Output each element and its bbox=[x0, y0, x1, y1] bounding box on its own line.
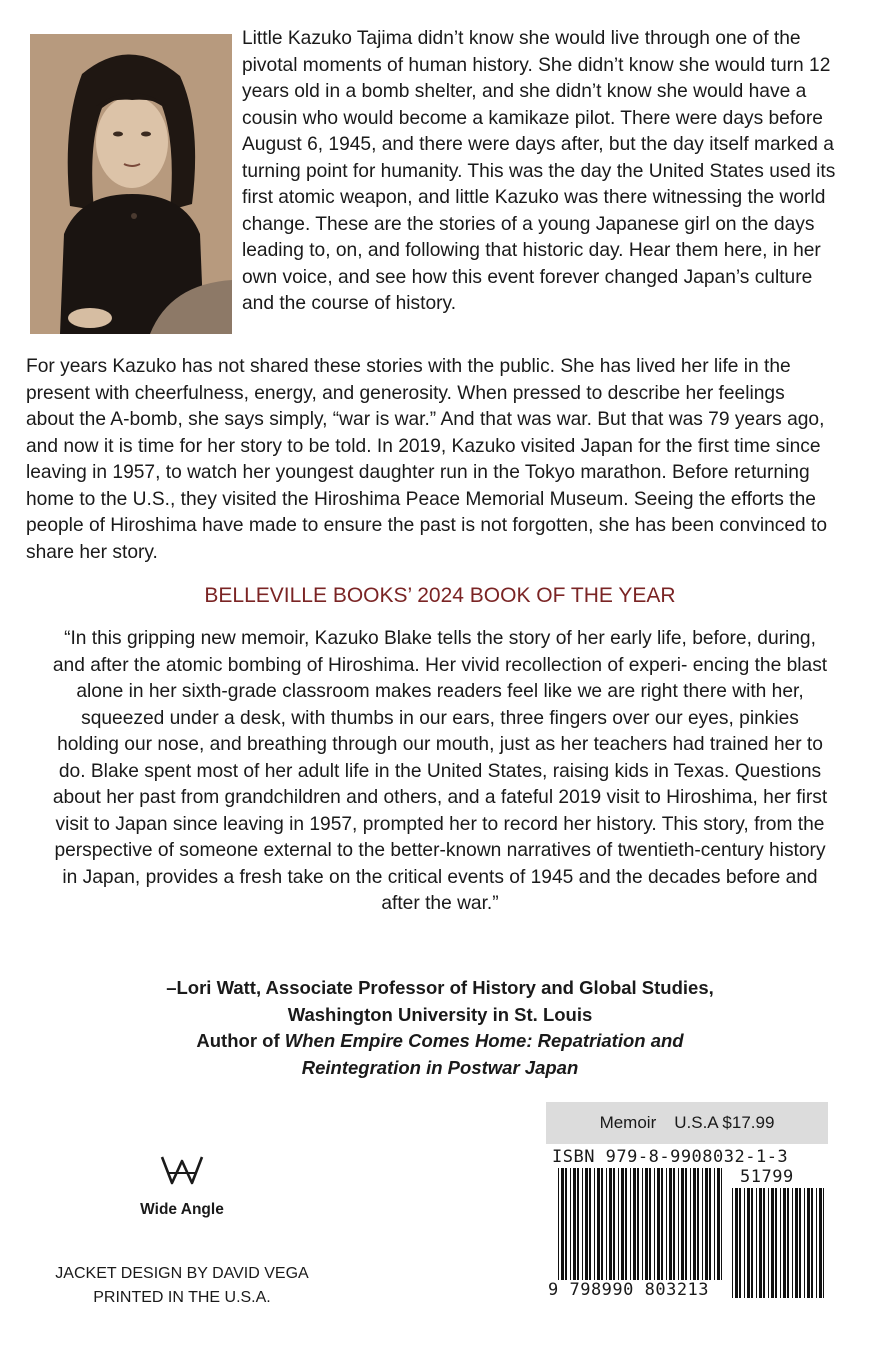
barcode-bar bbox=[685, 1168, 687, 1298]
barcode-bar bbox=[601, 1168, 603, 1298]
review-attribution bbox=[0, 975, 880, 1081]
intro-paragraph: Little Kazuko Tajima didn’t know she would live through one of the pivotal moments of human history. She didn’t know she would turn 12 years old in a bomb shelter, and she didn’t know she would have a cousin who would become a kamikaze pilot. There were days before August 6, 1945, and there were days after, but the day itself marked a turning point for humanity. This was the day the United States used its first atomic weapon, and little Kazuko was there witnessing the world change. These are the stories of a young Japanese girl on the days leading to, on, and following that historic day. Hear them here, in her own voice, and see how this event forever changed Japan’s culture and the course of history. bbox=[242, 28, 836, 314]
barcode-bar bbox=[673, 1168, 675, 1298]
barcode-bar bbox=[735, 1188, 738, 1298]
barcode-bar bbox=[621, 1168, 624, 1298]
barcode-bar bbox=[609, 1168, 612, 1298]
barcode-bar bbox=[625, 1168, 627, 1298]
barcode-bar bbox=[702, 1168, 703, 1298]
barcode-bar bbox=[768, 1188, 769, 1298]
barcode-bar bbox=[645, 1168, 648, 1298]
barcode-bar bbox=[780, 1188, 781, 1298]
barcode-bar bbox=[618, 1168, 619, 1298]
barcode-bar bbox=[783, 1188, 786, 1298]
author-childhood-photo bbox=[30, 34, 232, 334]
barcode-bar bbox=[558, 1168, 559, 1298]
barcode-bar bbox=[589, 1168, 591, 1298]
barcode-bar bbox=[565, 1168, 567, 1298]
barcode-bar bbox=[811, 1188, 813, 1298]
barcode-bar bbox=[819, 1188, 822, 1298]
barcode-bar bbox=[721, 1168, 722, 1298]
barcode-bar bbox=[577, 1168, 579, 1298]
barcode-bar bbox=[573, 1168, 576, 1298]
barcode-bar bbox=[690, 1168, 691, 1298]
wa-monogram-icon bbox=[160, 1153, 204, 1187]
barcode-bar bbox=[681, 1168, 684, 1298]
publisher-name: Wide Angle bbox=[140, 1201, 224, 1218]
addon-barcode bbox=[732, 1188, 824, 1298]
barcode-bar bbox=[594, 1168, 595, 1298]
barcode-bar bbox=[582, 1168, 583, 1298]
barcode-bar bbox=[717, 1168, 720, 1298]
barcode-bar bbox=[597, 1168, 600, 1298]
reviewer-book-line1: Author of When Empire Comes Home: Repatriation and bbox=[196, 1030, 684, 1051]
reviewer-name-title: –Lori Watt, Associate Professor of History and Global Studies, bbox=[166, 977, 714, 998]
barcode-bar bbox=[747, 1188, 750, 1298]
reviewer-institution: Washington University in St. Louis bbox=[287, 1003, 593, 1025]
printed-in-credit: PRINTED IN THE U.S.A. bbox=[93, 1289, 271, 1306]
isbn-label: ISBN 979-8-9908032-1-3 bbox=[552, 1147, 789, 1167]
barcode-bar bbox=[705, 1168, 708, 1298]
barcode-bar bbox=[739, 1188, 741, 1298]
barcode-bar bbox=[585, 1168, 588, 1298]
barcode-bar bbox=[823, 1188, 824, 1298]
barcode-bar bbox=[649, 1168, 651, 1298]
barcode-bar bbox=[570, 1168, 571, 1298]
reviewer-book-line2: Reintegration in Postwar Japan bbox=[301, 1056, 579, 1078]
price-category: Memoir bbox=[599, 1113, 657, 1132]
barcode-bar bbox=[771, 1188, 774, 1298]
barcode-bar bbox=[678, 1168, 679, 1298]
barcode-bar bbox=[561, 1168, 564, 1298]
barcode-bar bbox=[633, 1168, 636, 1298]
barcode-bar bbox=[657, 1168, 660, 1298]
barcode-bar bbox=[751, 1188, 753, 1298]
barcode-bar bbox=[807, 1188, 810, 1298]
barcode-bar bbox=[606, 1168, 607, 1298]
review-quote: “In this gripping new memoir, Kazuko Blake tells the story of her early life, before, during, and after the atomic bombing of Hiroshima. Her vivid recollection of experi- encing the blast alone in her sixth-grade classroom makes readers feel like we are right there with her, squeezed under a desk, with thumbs in our ears, three fingers over our eyes, pinkies holding our nose, and breathing through our mouth, just as her teachers had trained her to do. Blake spent most of her adult life in the United States, raising kids in Texas. Questions about her past from grandchildren and others, and a fateful 2019 visit to Hiroshima, her first visit to Japan since leaving in 1957, prompted her to record her history. This story, from the perspective of someone external to the better-known narratives of twentieth-century history in Japan, provides a fresh take on the critical events of 1945 and the decades before and after the war.” bbox=[52, 628, 828, 914]
barcode-bar bbox=[654, 1168, 655, 1298]
credits-block bbox=[38, 1262, 326, 1310]
barcode-bar bbox=[630, 1168, 631, 1298]
barcode-bar bbox=[756, 1188, 757, 1298]
barcode-bar bbox=[792, 1188, 793, 1298]
price-box bbox=[546, 1102, 828, 1144]
barcode-bar bbox=[693, 1168, 696, 1298]
barcode-bar bbox=[637, 1168, 639, 1298]
barcode-bar bbox=[795, 1188, 798, 1298]
barcode-bar bbox=[804, 1188, 805, 1298]
barcode-bar bbox=[709, 1168, 711, 1298]
award-heading: BELLEVILLE BOOKS’ 2024 BOOK OF THE YEAR bbox=[204, 584, 676, 607]
barcode-bar bbox=[775, 1188, 777, 1298]
barcode-bar bbox=[787, 1188, 789, 1298]
barcode-bar bbox=[697, 1168, 699, 1298]
isbn-barcode bbox=[558, 1168, 722, 1298]
barcode-addon-digits: 51799 bbox=[740, 1167, 794, 1187]
barcode-bar bbox=[799, 1188, 801, 1298]
barcode-bar bbox=[661, 1168, 663, 1298]
barcode-bar bbox=[759, 1188, 762, 1298]
barcode-bar bbox=[763, 1188, 765, 1298]
price-amount: U.S.A $17.99 bbox=[674, 1113, 775, 1132]
barcode-bar bbox=[613, 1168, 615, 1298]
jacket-design-credit: JACKET DESIGN BY DAVID VEGA bbox=[55, 1265, 309, 1282]
barcode-bar bbox=[669, 1168, 672, 1298]
barcode-bar bbox=[714, 1168, 715, 1298]
barcode-bar bbox=[732, 1188, 733, 1298]
barcode-bar bbox=[642, 1168, 643, 1298]
barcode-bar bbox=[666, 1168, 667, 1298]
barcode-bar bbox=[744, 1188, 745, 1298]
background-paragraph: For years Kazuko has not shared these stories with the public. She has lived her life in the present with cheerfulness, energy, and generosity. When pressed to describe her feelings about the A-bomb, she says simply, “war is war.” And that was war. But that was 79 years ago, and now it is time for her story to be told. In 2019, Kazuko visited Japan for the first time since leaving in 1957, to watch her youngest daughter run in the Tokyo marathon. Before returning home to the U.S., they visited the Hiroshima Peace Memorial Museum. Seeing the efforts the people of Hiroshima have made to ensure the past is not forgotten, she has been convinced to share her story. bbox=[26, 356, 828, 563]
barcode-digits: 9 798990 803213 bbox=[546, 1280, 728, 1300]
barcode-bar bbox=[816, 1188, 817, 1298]
